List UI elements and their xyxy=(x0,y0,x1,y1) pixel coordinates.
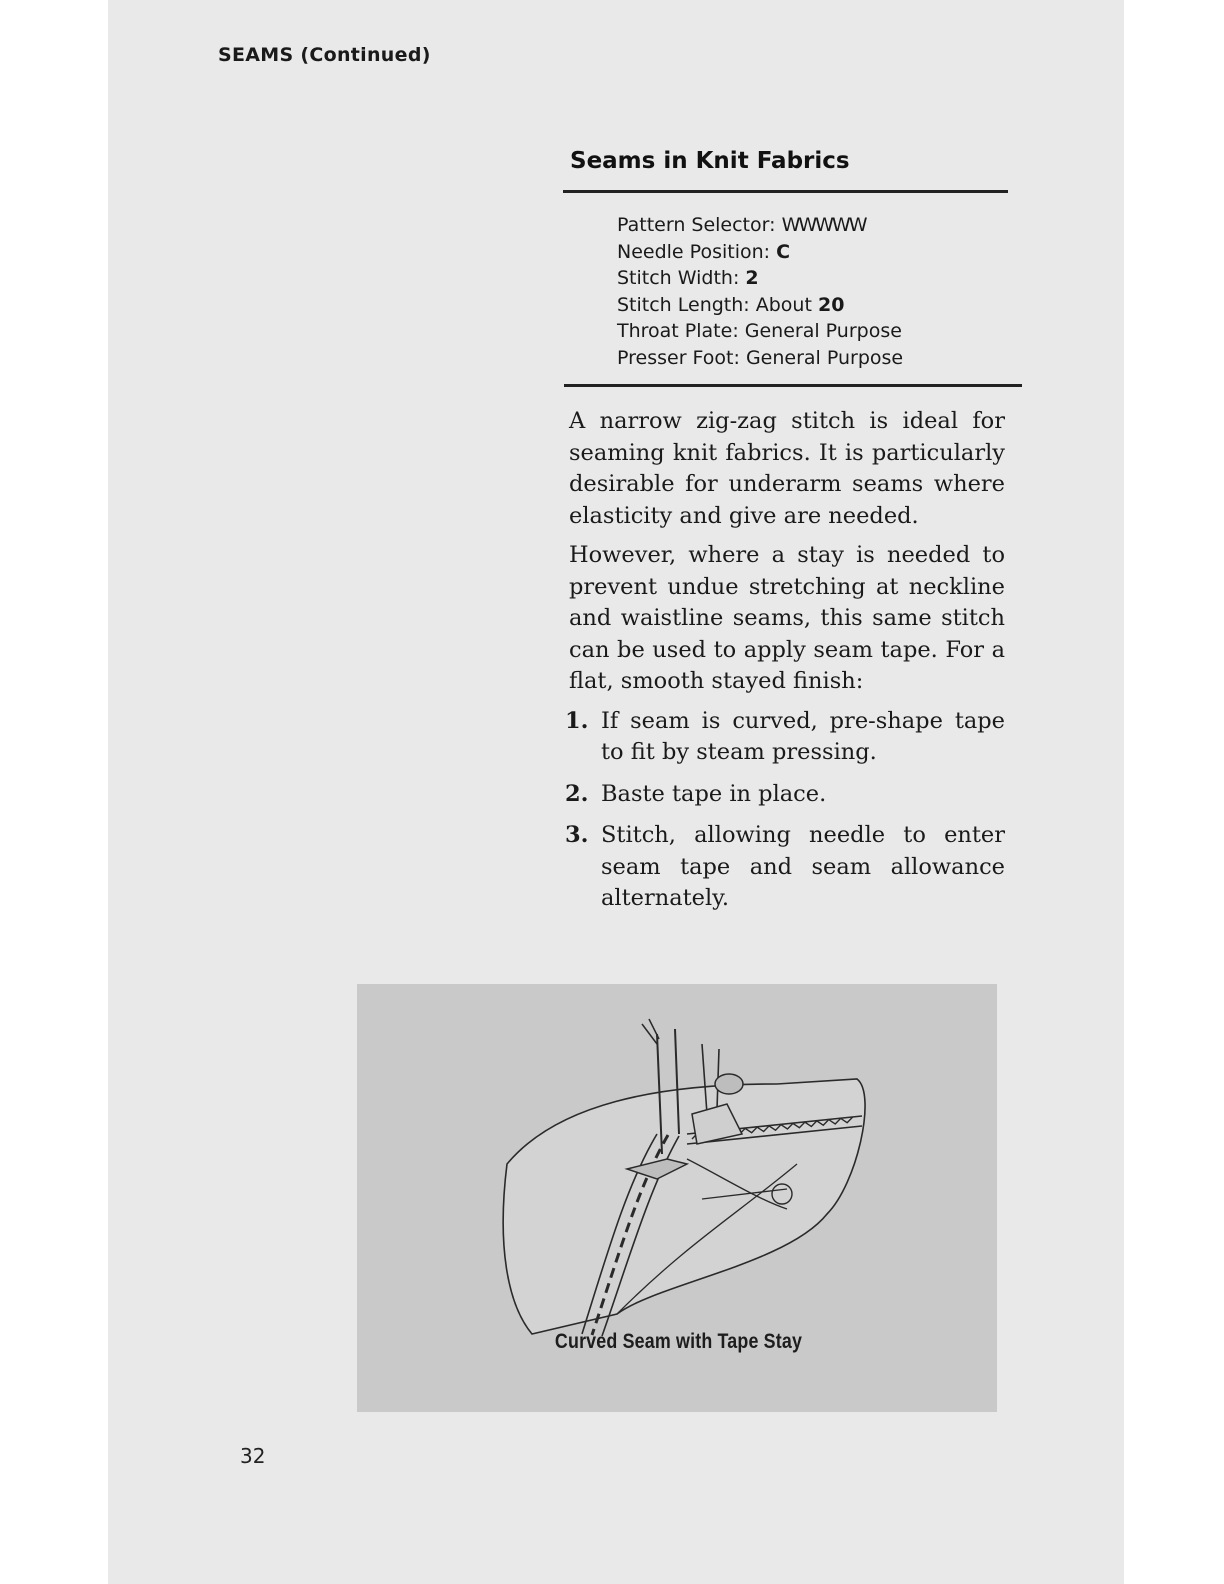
setting-throat-plate xyxy=(617,318,903,345)
setting-label: Throat Plate: xyxy=(617,320,739,342)
step-list xyxy=(565,706,1005,915)
step-number: 2. xyxy=(565,780,589,807)
thumbscrew xyxy=(715,1074,743,1094)
top-rule xyxy=(563,190,1008,193)
body-text xyxy=(565,406,1005,925)
step-number: 3. xyxy=(565,822,589,848)
step-text: Baste tape in place. xyxy=(601,780,827,807)
list-item xyxy=(565,779,1005,811)
setting-value: C xyxy=(776,240,791,263)
paragraph: A narrow zig-zag stitch is ideal for seaming knit fabrics. It is particularly desirable for underarm seams where elasticity and give are needed. xyxy=(569,408,1005,529)
bottom-rule xyxy=(564,384,1022,387)
setting-label: Needle Position: xyxy=(617,240,771,263)
machine-settings xyxy=(617,212,903,371)
setting-label: Pattern Selector: xyxy=(617,214,776,236)
setting-stitch-width xyxy=(617,265,903,292)
setting-value: General Purpose xyxy=(744,320,902,342)
paragraph: However, where a stay is needed to prevent undue stretching at neckline and waistline seams, this same stitch can be used to apply seam tape. For a flat, smooth stayed finish: xyxy=(569,542,1005,694)
list-item xyxy=(565,820,1005,915)
setting-presser-foot xyxy=(617,345,903,372)
step-text: If seam is curved, pre-shape tape to fit by steam pressing. xyxy=(601,707,1005,765)
running-header: SEAMS (Continued) xyxy=(218,44,431,66)
setting-value: 20 xyxy=(817,293,845,316)
setting-value: General Purpose xyxy=(745,346,904,369)
setting-label: Stitch Width: xyxy=(617,267,740,289)
fabric-piece xyxy=(503,1079,865,1334)
page-number: 32 xyxy=(240,1444,266,1468)
figure-illustration xyxy=(357,984,997,1412)
zigzag-pattern-symbol: WWWWW xyxy=(781,214,866,236)
step-number: 1. xyxy=(565,707,589,734)
section-title: Seams in Knit Fabrics xyxy=(570,148,850,174)
setting-value: 2 xyxy=(745,267,759,289)
setting-needle-position xyxy=(617,239,903,266)
setting-pattern-selector xyxy=(617,212,903,239)
setting-label: Presser Foot: xyxy=(617,346,740,369)
list-item xyxy=(565,706,1005,769)
setting-label: Stitch Length: About xyxy=(617,293,812,316)
setting-stitch-length xyxy=(617,292,903,319)
figure-caption: Curved Seam with Tape Stay xyxy=(554,1330,803,1353)
step-text: Stitch, allowing needle to enter seam tape and seam allowance alternately. xyxy=(601,822,1005,911)
